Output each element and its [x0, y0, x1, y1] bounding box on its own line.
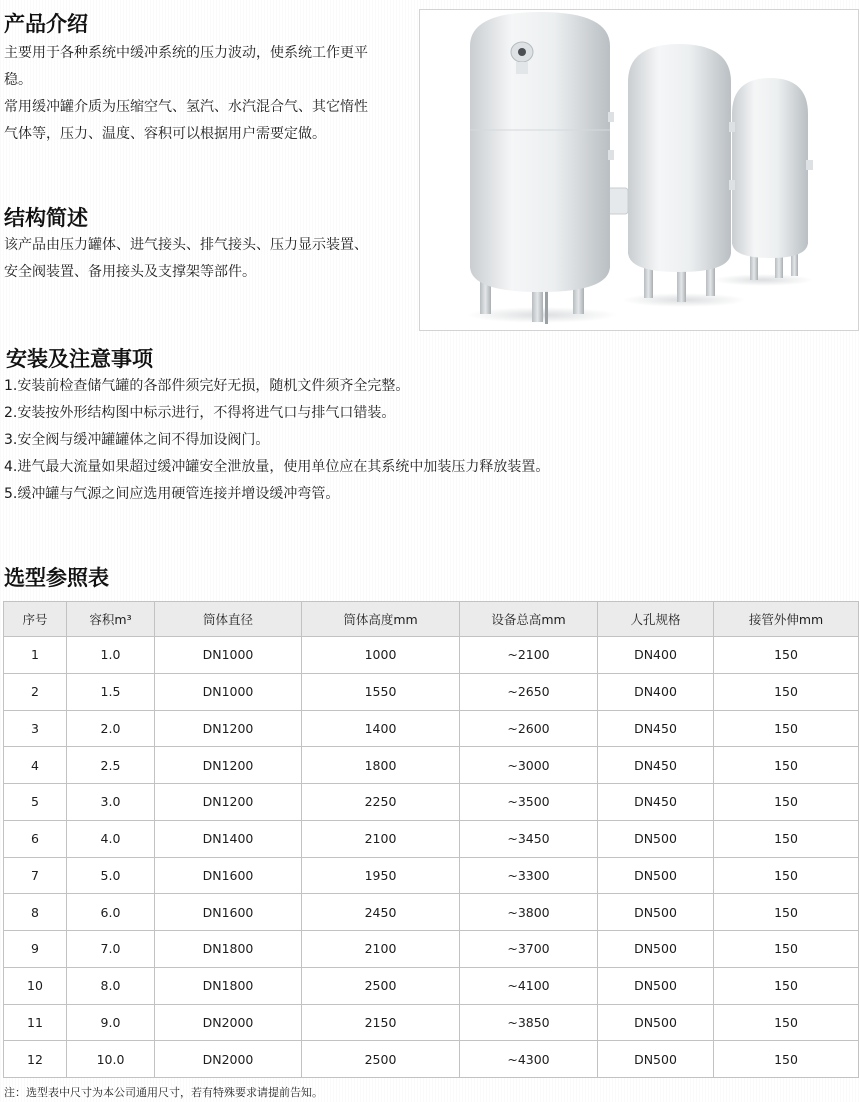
cell-manhole: DN450	[598, 784, 714, 821]
cell-total-height: ~2600	[460, 710, 598, 747]
header-body-height: 筒体高度mm	[302, 602, 460, 637]
cell-diameter: DN1200	[155, 710, 302, 747]
table-row	[4, 784, 859, 821]
cell-index: 5	[4, 784, 67, 821]
cell-total-height: ~3500	[460, 784, 598, 821]
cell-total-height: ~4100	[460, 967, 598, 1004]
cell-nozzle: 150	[714, 857, 859, 894]
cell-volume: 6.0	[67, 894, 155, 931]
cell-index: 10	[4, 967, 67, 1004]
table-row	[4, 931, 859, 968]
table-row	[4, 637, 859, 674]
cell-diameter: DN1400	[155, 820, 302, 857]
cell-nozzle: 150	[714, 820, 859, 857]
cell-nozzle: 150	[714, 673, 859, 710]
install-title: 安装及注意事项	[6, 347, 153, 371]
cell-diameter: DN1200	[155, 747, 302, 784]
table-row	[4, 857, 859, 894]
cell-nozzle: 150	[714, 637, 859, 674]
cell-total-height: ~3450	[460, 820, 598, 857]
intro-line: 主要用于各种系统中缓冲系统的压力波动，使系统工作更平	[4, 45, 368, 61]
structure-line: 该产品由压力罐体、进气接头、排气接头、压力显示装置、	[4, 237, 368, 253]
cell-volume: 4.0	[67, 820, 155, 857]
cell-body-height: 1550	[302, 673, 460, 710]
cell-diameter: DN1200	[155, 784, 302, 821]
cell-manhole: DN500	[598, 967, 714, 1004]
cell-body-height: 2150	[302, 1004, 460, 1041]
table-row	[4, 673, 859, 710]
cell-body-height: 2250	[302, 784, 460, 821]
cell-volume: 3.0	[67, 784, 155, 821]
cell-diameter: DN2000	[155, 1004, 302, 1041]
header-manhole: 人孔规格	[598, 602, 714, 637]
cell-volume: 2.5	[67, 747, 155, 784]
install-line: 4.进气最大流量如果超过缓冲罐安全泄放量，使用单位应在其系统中加装压力释放装置。	[4, 459, 550, 475]
table-note: 注：选型表中尺寸为本公司通用尺寸，若有特殊要求请提前告知。	[4, 1086, 323, 1099]
install-line: 3.安全阀与缓冲罐罐体之间不得加设阀门。	[4, 432, 270, 448]
cell-total-height: ~2650	[460, 673, 598, 710]
cell-index: 11	[4, 1004, 67, 1041]
cell-body-height: 1800	[302, 747, 460, 784]
cell-total-height: ~3000	[460, 747, 598, 784]
header-volume: 容积m³	[67, 602, 155, 637]
cell-body-height: 2100	[302, 820, 460, 857]
cell-index: 3	[4, 710, 67, 747]
cell-index: 1	[4, 637, 67, 674]
selection-table	[3, 601, 859, 1078]
cell-index: 2	[4, 673, 67, 710]
cell-nozzle: 150	[714, 1041, 859, 1078]
cell-diameter: DN1800	[155, 931, 302, 968]
header-diameter: 筒体直径	[155, 602, 302, 637]
cell-nozzle: 150	[714, 747, 859, 784]
cell-manhole: DN500	[598, 1004, 714, 1041]
selection-title: 选型参照表	[4, 566, 109, 590]
cell-nozzle: 150	[714, 931, 859, 968]
cell-body-height: 1400	[302, 710, 460, 747]
cell-volume: 9.0	[67, 1004, 155, 1041]
cell-manhole: DN500	[598, 820, 714, 857]
intro-title: 产品介绍	[4, 12, 88, 36]
tank-large	[467, 12, 617, 324]
cell-manhole: DN500	[598, 857, 714, 894]
table-row	[4, 1041, 859, 1078]
cell-diameter: DN2000	[155, 1041, 302, 1078]
cell-index: 9	[4, 931, 67, 968]
table-row	[4, 967, 859, 1004]
cell-volume: 8.0	[67, 967, 155, 1004]
structure-title: 结构简述	[4, 206, 88, 230]
table-header-row	[4, 602, 859, 637]
intro-line: 稳。	[4, 72, 32, 88]
tank-medium	[606, 44, 746, 307]
cell-volume: 1.5	[67, 673, 155, 710]
cell-index: 12	[4, 1041, 67, 1078]
cell-manhole: DN500	[598, 1041, 714, 1078]
cell-total-height: ~3800	[460, 894, 598, 931]
intro-line: 气体等，压力、温度、容积可以根据用户需要定做。	[4, 126, 326, 142]
cell-volume: 7.0	[67, 931, 155, 968]
cell-index: 4	[4, 747, 67, 784]
cell-total-height: ~4300	[460, 1041, 598, 1078]
install-line: 2.安装按外形结构图中标示进行，不得将进气口与排气口错装。	[4, 405, 396, 421]
cell-total-height: ~3700	[460, 931, 598, 968]
install-line: 1.安装前检查储气罐的各部件须完好无损，随机文件须齐全完整。	[4, 378, 410, 394]
product-photo	[419, 9, 859, 331]
header-total-height: 设备总高mm	[460, 602, 598, 637]
cell-index: 7	[4, 857, 67, 894]
cell-body-height: 2450	[302, 894, 460, 931]
cell-diameter: DN1000	[155, 637, 302, 674]
cell-volume: 2.0	[67, 710, 155, 747]
header-index: 序号	[4, 602, 67, 637]
cell-nozzle: 150	[714, 1004, 859, 1041]
buffer-tanks-illustration	[420, 10, 858, 330]
cell-nozzle: 150	[714, 894, 859, 931]
cell-manhole: DN450	[598, 710, 714, 747]
cell-diameter: DN1000	[155, 673, 302, 710]
cell-total-height: ~3850	[460, 1004, 598, 1041]
cell-volume: 10.0	[67, 1041, 155, 1078]
header-nozzle: 接管外伸mm	[714, 602, 859, 637]
cell-volume: 1.0	[67, 637, 155, 674]
cell-manhole: DN500	[598, 931, 714, 968]
cell-body-height: 2100	[302, 931, 460, 968]
structure-text	[4, 232, 368, 286]
cell-nozzle: 150	[714, 967, 859, 1004]
cell-total-height: ~3300	[460, 857, 598, 894]
cell-diameter: DN1800	[155, 967, 302, 1004]
structure-line: 安全阀装置、备用接头及支撑架等部件。	[4, 264, 256, 280]
cell-nozzle: 150	[714, 784, 859, 821]
intro-text	[4, 40, 416, 148]
cell-volume: 5.0	[67, 857, 155, 894]
cell-manhole: DN400	[598, 673, 714, 710]
table-row	[4, 747, 859, 784]
cell-body-height: 2500	[302, 967, 460, 1004]
cell-diameter: DN1600	[155, 894, 302, 931]
cell-manhole: DN400	[598, 637, 714, 674]
cell-total-height: ~2100	[460, 637, 598, 674]
table-row	[4, 820, 859, 857]
cell-index: 8	[4, 894, 67, 931]
cell-manhole: DN450	[598, 747, 714, 784]
cell-index: 6	[4, 820, 67, 857]
cell-body-height: 1000	[302, 637, 460, 674]
table-row	[4, 710, 859, 747]
cell-body-height: 1950	[302, 857, 460, 894]
install-line: 5.缓冲罐与气源之间应选用硬管连接并增设缓冲弯管。	[4, 486, 340, 502]
table-row	[4, 1004, 859, 1041]
cell-diameter: DN1600	[155, 857, 302, 894]
cell-manhole: DN500	[598, 894, 714, 931]
install-text	[4, 373, 549, 508]
cell-body-height: 2500	[302, 1041, 460, 1078]
table-row	[4, 894, 859, 931]
intro-line: 常用缓冲罐介质为压缩空气、氢汽、水汽混合气、其它惰性	[4, 99, 368, 115]
cell-nozzle: 150	[714, 710, 859, 747]
